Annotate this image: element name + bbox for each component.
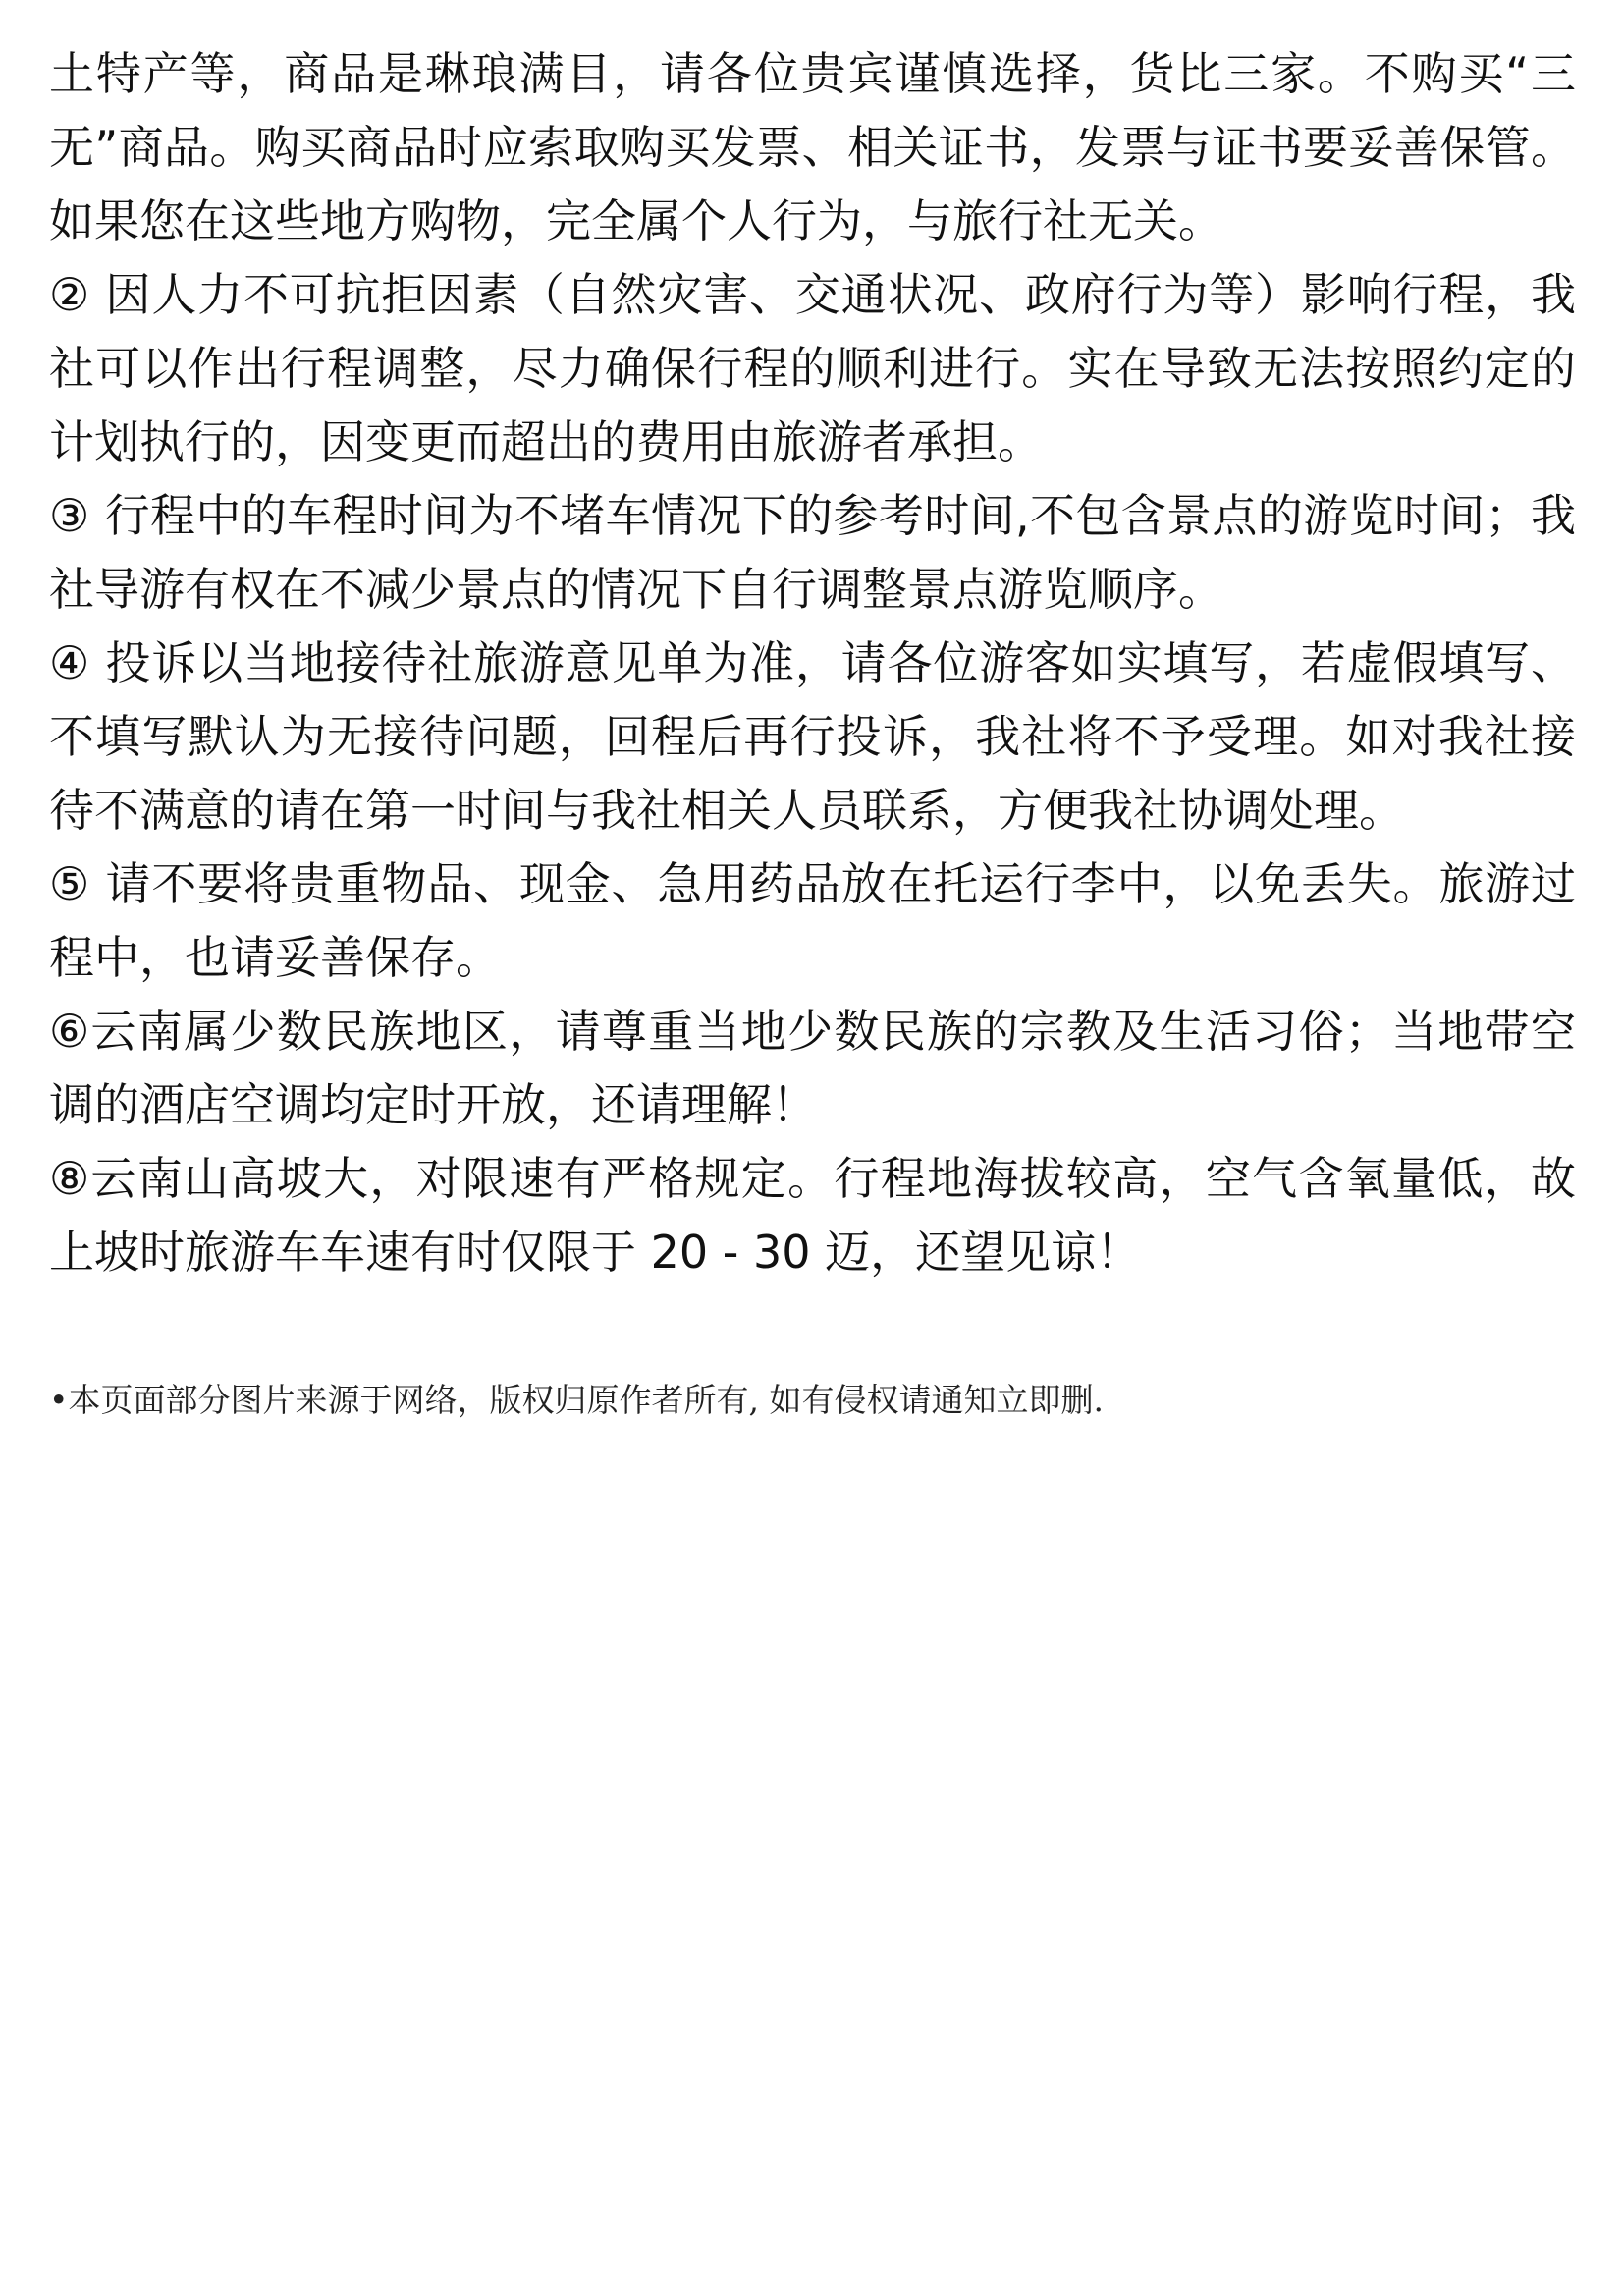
paragraph-valuables: ⑤ 请不要将贵重物品、现金、急用药品放在托运行李中，以免丢失。旅游过程中，也请妥善保存。 <box>49 857 1576 984</box>
paragraph-speed-limit: ⑧云南山高坡大，对限速有严格规定。行程地海拔较高，空气含氧量低，故上坡时旅游车车速有时仅限于 20 - 30 迈，还望见谅！ <box>49 1152 1576 1279</box>
paragraph-local-customs: ⑥云南属少数民族地区，请尊重当地少数民族的宗教及生活习俗；当地带空调的酒店空调均定时开放，还请理解！ <box>49 1005 1576 1131</box>
paragraph-shopping-notice: 土特产等，商品是琳琅满目，请各位贵宾谨慎选择，货比三家。不购买“三无”商品。购买商品时应索取购买发票、相关证书，发票与证书要妥善保管。如果您在这些地方购物，完全属个人行为，与旅行社无关。 <box>49 47 1576 247</box>
paragraph-complaints: ④ 投诉以当地接待社旅游意见单为准，请各位游客如实填写，若虚假填写、不填写默认为无接待问题，回程后再行投诉，我社将不予受理。如对我社接待不满意的请在第一时间与我社相关人员联系，方便我社协调处理。 <box>49 636 1576 837</box>
document-body <box>49 37 1576 1289</box>
paragraph-force-majeure: ② 因人力不可抗拒因素（自然灾害、交通状况、政府行为等）影响行程，我社可以作出行程调整，尽力确保行程的顺利进行。实在导致无法按照约定的计划执行的，因变更而超出的费用由旅游者承担。 <box>49 268 1576 468</box>
paragraph-travel-time: ③ 行程中的车程时间为不堵车情况下的参考时间,不包含景点的游览时间；我社导游有权在不减少景点的情况下自行调整景点游览顺序。 <box>49 489 1576 616</box>
copyright-footnote: •本页面部分图片来源于网络，版权归原作者所有, 如有侵权请通知立即删. <box>49 1381 1104 1419</box>
